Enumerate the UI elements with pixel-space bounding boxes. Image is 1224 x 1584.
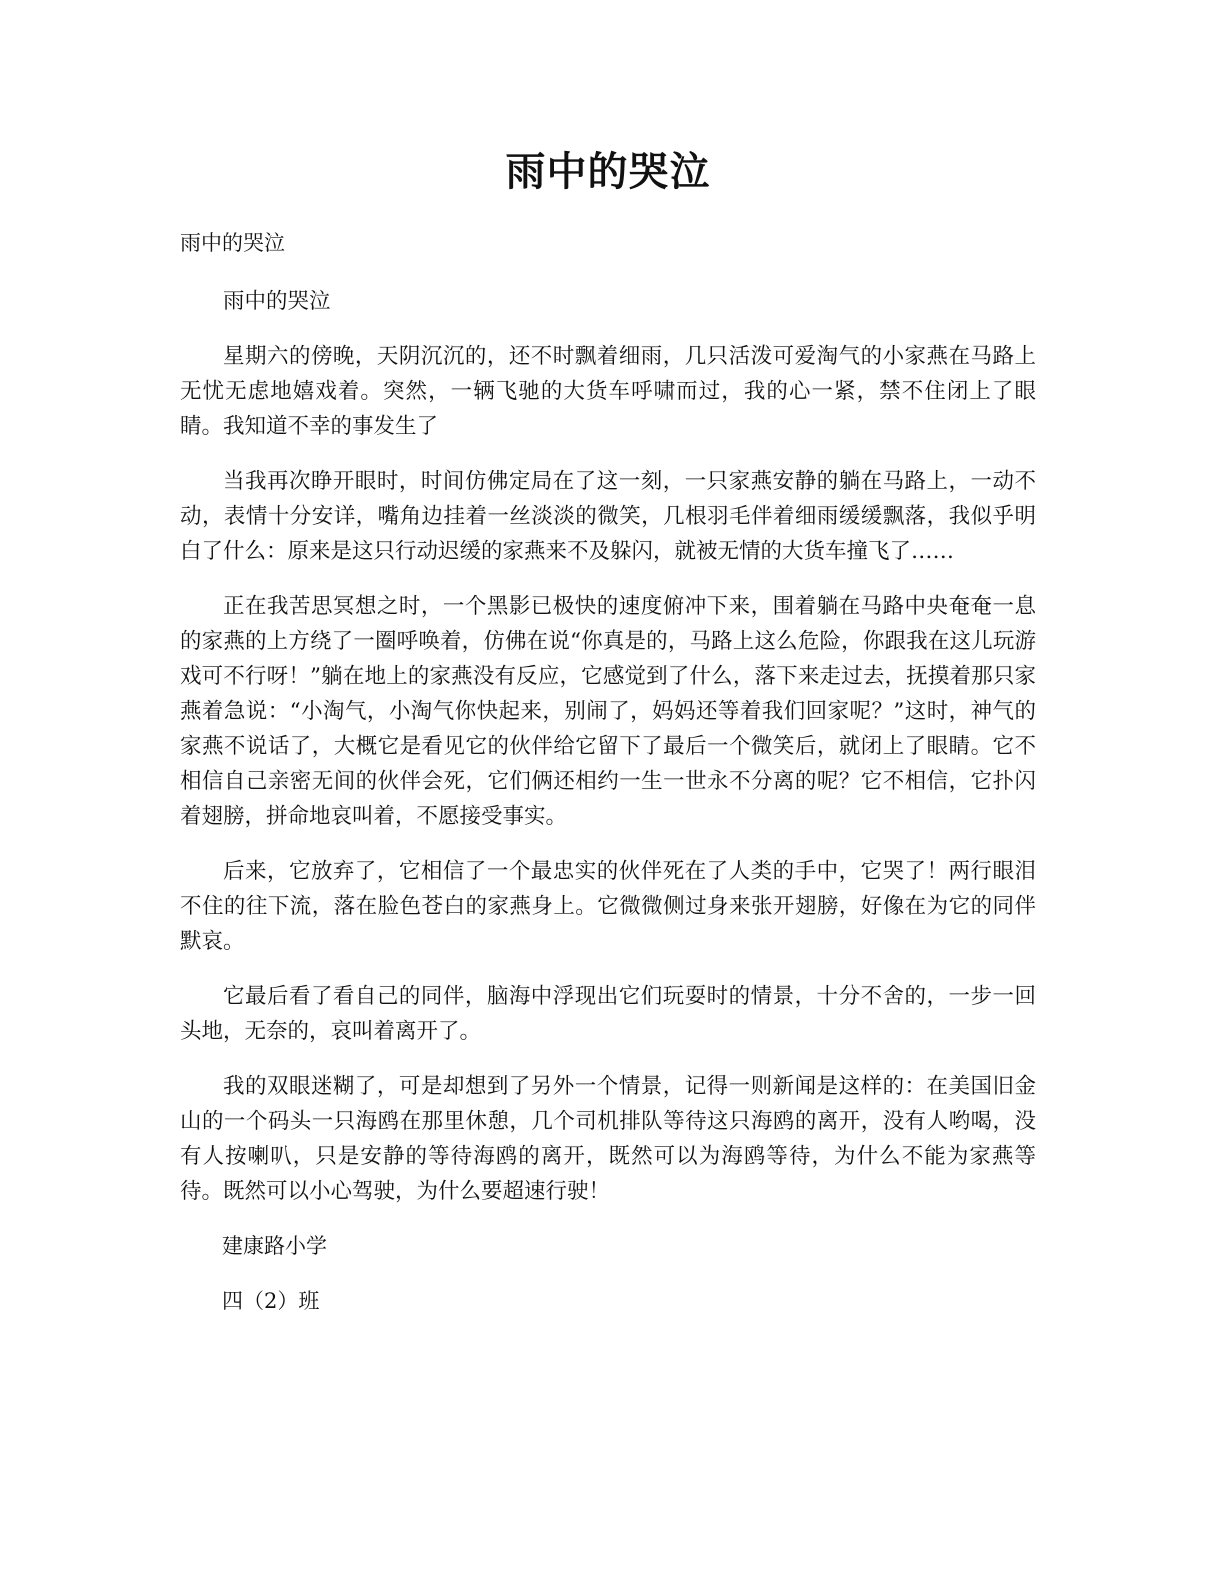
paragraph: 当我再次睁开眼时，时间仿佛定局在了这一刻，一只家燕安静的躺在马路上，一动不动，表情十分安详，嘴角边挂着一丝淡淡的微笑，几根羽毛伴着细雨缓缓飘落，我似乎明白了什么：原来是这只行动迟缓的家燕来不及躲闪，就被无情的大货车撞飞了…… <box>180 469 1036 564</box>
paragraph: 我的双眼迷糊了，可是却想到了另外一个情景，记得一则新闻是这样的：在美国旧金山的一个码头一只海鸥在那里休憩，几个司机排队等待这只海鸥的离开，没有人哟喝，没有人按喇叭，只是安静的等待海鸥的离开，既然可以为海鸥等待，为什么不能为家燕等待。既然可以小心驾驶，为什么要超速行驶！ <box>180 1074 1036 1204</box>
paragraph: 它最后看了看自己的同伴，脑海中浮现出它们玩耍时的情景，十分不舍的，一步一回头地，无奈的，哀叫着离开了。 <box>180 984 1036 1044</box>
paragraph: 后来，它放弃了，它相信了一个最忠实的伙伴死在了人类的手中，它哭了！两行眼泪不住的往下流，落在脸色苍白的家燕身上。它微微侧过身来张开翅膀，好像在为它的同伴默哀。 <box>180 859 1036 954</box>
document-title: 雨中的哭泣 <box>505 148 711 195</box>
class-name: 四（2）班 <box>222 1289 320 1313</box>
paragraph: 星期六的傍晚，天阴沉沉的，还不时飘着细雨，几只活泼可爱淘气的小家燕在马路上无忧无虑地嬉戏着。突然，一辆飞驰的大货车呼啸而过，我的心一紧，禁不住闭上了眼睛。我知道不幸的事发生了 <box>180 344 1036 439</box>
document-subheading: 雨中的哭泣 <box>180 231 285 255</box>
school-name: 建康路小学 <box>222 1234 327 1258</box>
paragraph: 正在我苦思冥想之时，一个黑影已极快的速度俯冲下来，围着躺在马路中央奄奄一息的家燕的上方绕了一圈呼唤着，仿佛在说“你真是的，马路上这么危险，你跟我在这儿玩游戏可不行呀！”躺在地上的家燕没有反应，它感觉到了什么，落下来走过去，抚摸着那只家燕着急说：“小淘气，小淘气你快起来，别闹了，妈妈还等着我们回家呢？”这时，神气的家燕不说话了，大概它是看见它的伙伴给它留下了最后一个微笑后，就闭上了眼睛。它不相信自己亲密无间的伙伴会死，它们俩还相约一生一世永不分离的呢？它不相信，它扑闪着翅膀，拼命地哀叫着，不愿接受事实。 <box>180 594 1036 829</box>
paragraph: 雨中的哭泣 <box>223 289 331 314</box>
document-page <box>180 140 1036 1319</box>
